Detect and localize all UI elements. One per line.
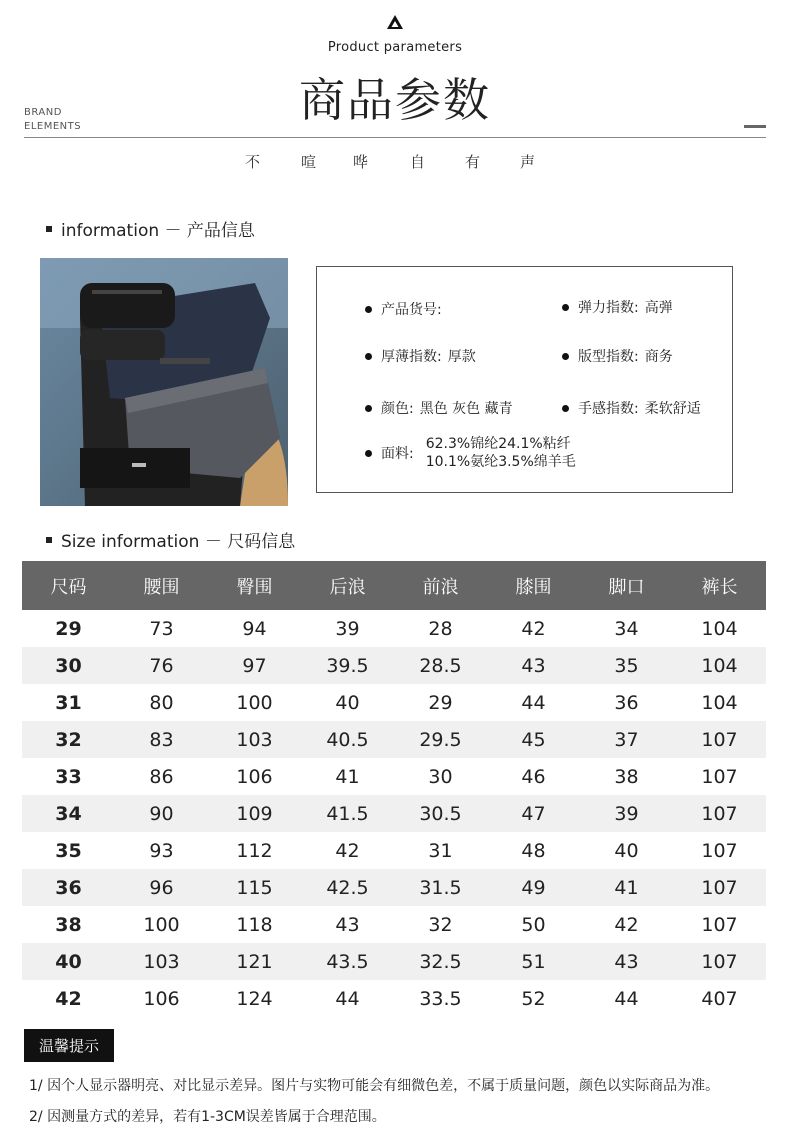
table-cell: 41.5	[301, 795, 394, 832]
table-cell: 90	[115, 795, 208, 832]
table-row	[22, 610, 766, 647]
table-cell: 35	[580, 647, 673, 684]
table-cell: 51	[487, 943, 580, 980]
table-cell: 104	[701, 691, 738, 714]
table-cell: 32	[428, 913, 453, 936]
bullet-dot-icon	[365, 450, 372, 457]
table-cell: 107	[701, 839, 738, 862]
column-header: 裤长	[673, 561, 766, 610]
square-bullet-icon	[46, 226, 52, 232]
product-photo	[40, 258, 288, 506]
table-cell: 33.5	[419, 987, 462, 1010]
table-cell: 31.5	[394, 869, 487, 906]
table-cell: 44	[614, 987, 639, 1010]
table-cell: 83	[115, 721, 208, 758]
size-cell: 42	[55, 987, 82, 1010]
table-cell: 30.5	[394, 795, 487, 832]
table-cell: 43	[580, 943, 673, 980]
size-section-title: Size information － 尺码信息	[46, 527, 295, 552]
table-cell: 43	[335, 913, 360, 936]
table-cell: 121	[208, 943, 301, 980]
table-cell: 107	[673, 721, 766, 758]
table-cell: 73	[149, 617, 174, 640]
slogan-char: 喧	[301, 153, 317, 171]
bullet-dot-icon	[562, 304, 569, 311]
table-cell: 30	[428, 765, 453, 788]
table-cell: 49	[487, 869, 580, 906]
table-cell: 76	[115, 647, 208, 684]
table-cell: 28	[428, 617, 453, 640]
table-cell: 41	[335, 765, 360, 788]
table-cell: 42	[614, 913, 639, 936]
table-row	[22, 795, 766, 832]
bullet-dot-icon	[365, 405, 372, 412]
table-cell: 39	[580, 795, 673, 832]
table-cell: 39.5	[301, 647, 394, 684]
table-cell: 40	[614, 839, 639, 862]
table-cell: 31	[428, 839, 453, 862]
table-cell: 44	[521, 691, 546, 714]
table-cell: 44	[335, 987, 360, 1010]
slogan-char: 声	[520, 153, 536, 171]
column-header: 尺码	[22, 561, 115, 610]
table-cell: 112	[236, 839, 273, 862]
table-cell: 106	[236, 765, 273, 788]
table-cell: 96	[115, 869, 208, 906]
info-item-color: 颜色: 黑色 灰色 藏青	[365, 398, 513, 418]
table-cell: 40.5	[301, 721, 394, 758]
slogan-char: 自	[410, 153, 426, 171]
table-cell: 50	[521, 913, 546, 936]
table-cell: 52	[521, 987, 546, 1010]
info-item-thickness: 厚薄指数: 厚款	[365, 346, 476, 366]
table-row	[22, 980, 766, 1017]
info-item-feel: 手感指数: 柔软舒适	[562, 398, 701, 418]
bullet-dot-icon	[365, 306, 372, 313]
bullet-dot-icon	[365, 353, 372, 360]
table-cell: 124	[236, 987, 273, 1010]
size-cell: 36	[22, 869, 115, 906]
table-cell: 36	[614, 691, 639, 714]
column-header: 前浪	[394, 561, 487, 610]
slogan-char: 有	[465, 153, 481, 171]
info-item-sku: 产品货号:	[365, 299, 448, 319]
column-header: 臀围	[208, 561, 301, 610]
table-cell: 103	[208, 721, 301, 758]
table-row	[22, 869, 766, 906]
size-cell: 40	[22, 943, 115, 980]
table-cell: 107	[673, 869, 766, 906]
table-cell: 407	[701, 987, 738, 1010]
table-cell: 107	[701, 765, 738, 788]
brand-elements: BRAND ELEMENTS	[24, 107, 82, 132]
table-cell: 38	[614, 765, 639, 788]
table-cell: 103	[115, 943, 208, 980]
table-cell: 42	[521, 617, 546, 640]
table-cell: 118	[236, 913, 273, 936]
info-item-fit: 版型指数: 商务	[562, 346, 673, 366]
table-cell: 100	[236, 691, 273, 714]
table-row	[22, 647, 766, 684]
slogan-char: 不	[245, 153, 261, 171]
table-cell: 107	[673, 943, 766, 980]
table-cell: 47	[487, 795, 580, 832]
table-cell: 29.5	[394, 721, 487, 758]
table-cell: 107	[701, 913, 738, 936]
table-cell: 32.5	[394, 943, 487, 980]
table-cell: 43.5	[301, 943, 394, 980]
title-english: Product parameters	[327, 40, 463, 55]
table-cell: 115	[208, 869, 301, 906]
info-item-fabric: 面料: 62.3%锦纶24.1%粘纤 10.1%氨纶3.5%绵羊毛	[365, 435, 576, 471]
table-cell: 42.5	[301, 869, 394, 906]
product-info-box	[316, 266, 733, 493]
table-cell: 40	[335, 691, 360, 714]
table-cell: 93	[149, 839, 174, 862]
size-cell: 33	[55, 765, 82, 788]
table-cell: 46	[521, 765, 546, 788]
bullet-dot-icon	[562, 353, 569, 360]
header-dash-divider	[744, 125, 766, 128]
table-row	[22, 832, 766, 869]
table-row	[22, 721, 766, 758]
triangle-logo-icon	[387, 15, 403, 29]
header-divider	[24, 137, 766, 138]
table-cell: 106	[143, 987, 180, 1010]
table-cell: 104	[673, 647, 766, 684]
table-cell: 109	[208, 795, 301, 832]
table-cell: 29	[428, 691, 453, 714]
table-cell: 107	[673, 795, 766, 832]
table-row	[22, 684, 766, 721]
size-cell: 29	[55, 617, 82, 640]
table-cell: 45	[487, 721, 580, 758]
table-cell: 86	[149, 765, 174, 788]
page-title: 商品参数	[299, 73, 491, 127]
table-cell: 80	[149, 691, 174, 714]
size-cell: 34	[22, 795, 115, 832]
info-item-elasticity: 弹力指数: 高弹	[562, 297, 673, 317]
slogan-char: 哗	[353, 153, 369, 171]
table-cell: 41	[580, 869, 673, 906]
table-cell: 48	[521, 839, 546, 862]
bullet-dot-icon	[562, 405, 569, 412]
tip-note-1: 1/ 因个人显示器明亮、对比显示差异。图片与实物可能会有细微色差，不属于质量问题，颜色以实际商品为准。	[29, 1078, 720, 1094]
size-cell: 38	[55, 913, 82, 936]
size-cell: 31	[55, 691, 82, 714]
table-cell: 94	[242, 617, 267, 640]
table-cell: 97	[208, 647, 301, 684]
table-cell: 104	[701, 617, 738, 640]
size-cell: 30	[22, 647, 115, 684]
tips-badge: 温馨提示	[24, 1029, 114, 1062]
column-header: 脚口	[580, 561, 673, 610]
info-section-title: information － 产品信息	[46, 216, 255, 241]
size-cell: 32	[22, 721, 115, 758]
size-table-header	[22, 561, 766, 610]
table-cell: 39	[335, 617, 360, 640]
size-table	[22, 561, 766, 1017]
table-cell: 100	[143, 913, 180, 936]
table-row	[22, 943, 766, 980]
table-cell: 37	[580, 721, 673, 758]
column-header: 后浪	[301, 561, 394, 610]
table-row	[22, 906, 766, 943]
table-cell: 28.5	[394, 647, 487, 684]
tip-note-2: 2/ 因测量方式的差异，若有1-3CM误差皆属于合理范围。	[29, 1109, 386, 1125]
column-header: 腰围	[115, 561, 208, 610]
table-cell: 34	[614, 617, 639, 640]
table-cell: 42	[335, 839, 360, 862]
table-cell: 43	[487, 647, 580, 684]
table-row	[22, 758, 766, 795]
column-header: 膝围	[487, 561, 580, 610]
size-cell: 35	[55, 839, 82, 862]
square-bullet-icon	[46, 537, 52, 543]
